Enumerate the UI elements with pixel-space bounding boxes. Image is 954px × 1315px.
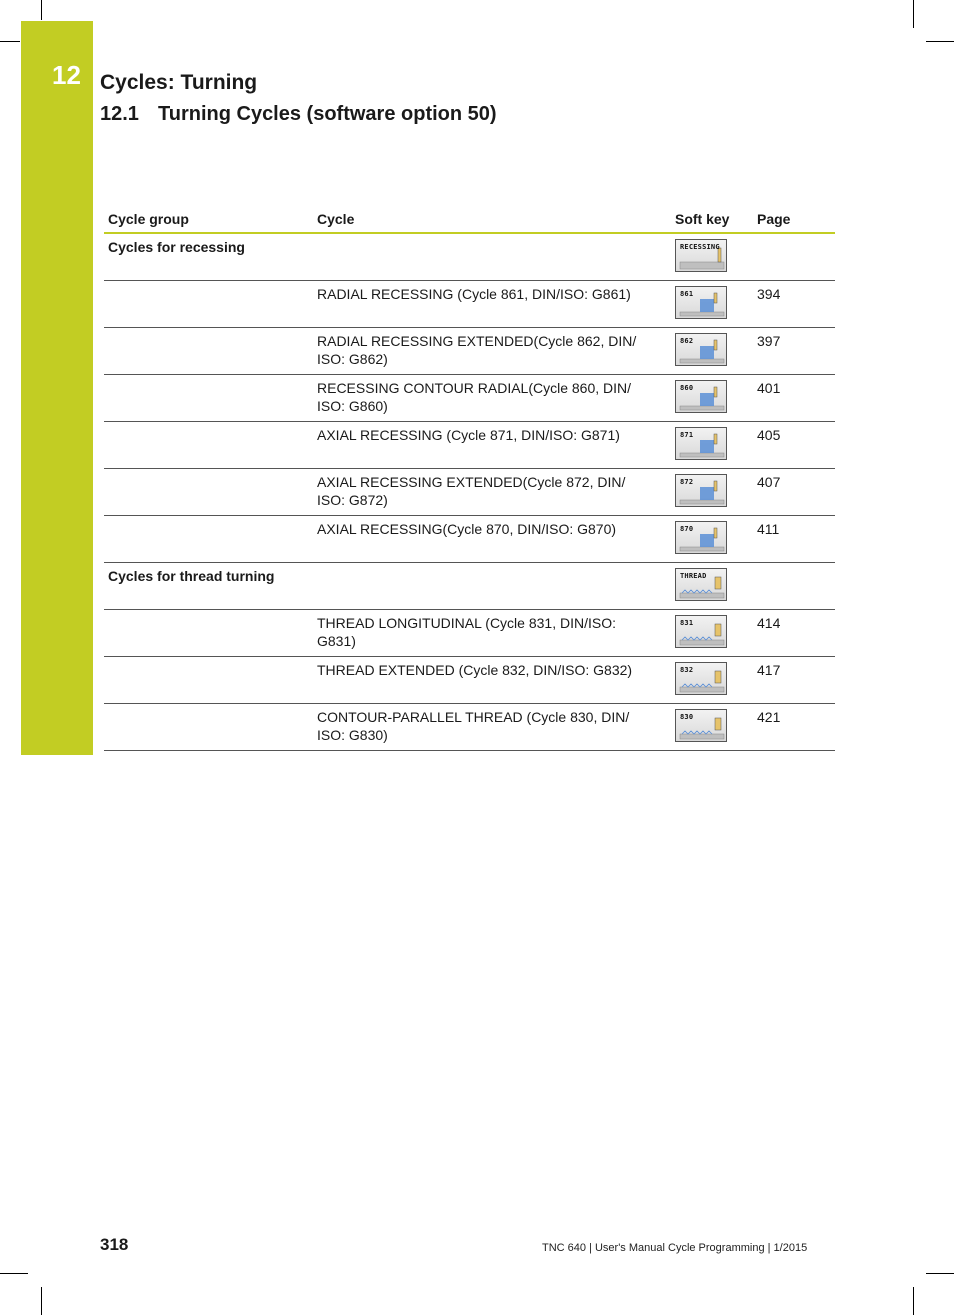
cycle-cell: AXIAL RECESSING EXTENDED(Cycle 872, DIN/ ISO: G872) (317, 474, 626, 508)
softkey-button[interactable] (675, 709, 727, 742)
softkey-button[interactable] (675, 427, 727, 460)
softkey-button[interactable] (675, 615, 727, 648)
table-row (104, 281, 835, 328)
softkey-label: 831 (680, 619, 694, 627)
softkey-label: 860 (680, 384, 694, 392)
table-header (104, 205, 835, 234)
page-cell: 394 (757, 286, 781, 302)
table-body (104, 234, 835, 751)
chapter-number: 12 (52, 60, 81, 90)
page-cell: 411 (757, 521, 780, 537)
crop-mark (926, 1273, 954, 1274)
crop-mark (913, 0, 914, 28)
page-number: 318 (100, 1235, 129, 1254)
crop-mark (41, 1287, 42, 1315)
chapter-sidebar (21, 21, 93, 755)
softkey-label: THREAD (680, 572, 707, 580)
page-cell: 405 (757, 427, 781, 443)
softkey-button[interactable] (675, 380, 727, 413)
softkey-label: 872 (680, 478, 694, 486)
table-row (104, 704, 835, 751)
softkey-button[interactable] (675, 333, 727, 366)
table-row (104, 328, 835, 375)
table-row (104, 516, 835, 563)
crop-mark (0, 1273, 28, 1274)
crop-mark (41, 0, 42, 20)
section-number: 12.1 (100, 103, 139, 125)
cycle-cell: RECESSING CONTOUR RADIAL(Cycle 860, DIN/ ISO: G860) (317, 380, 632, 414)
softkey-label: 871 (680, 431, 694, 439)
table-row (104, 422, 835, 469)
table-row (104, 563, 835, 610)
table-row (104, 610, 835, 657)
softkey-label: 832 (680, 666, 694, 674)
cycle-cell: AXIAL RECESSING(Cycle 870, DIN/ISO: G870) (317, 521, 617, 537)
cycle-cell: RADIAL RECESSING (Cycle 861, DIN/ISO: G861) (317, 286, 631, 302)
cycle-cell: RADIAL RECESSING EXTENDED(Cycle 862, DIN/ ISO: G862) (317, 333, 637, 367)
cycle-cell: AXIAL RECESSING (Cycle 871, DIN/ISO: G871) (317, 427, 620, 443)
cycle-group-cell: Cycles for thread turning (108, 568, 275, 584)
footer-text: TNC 640 | User's Manual Cycle Programming | 1/2015 (542, 1242, 808, 1254)
softkey-label: 862 (680, 337, 694, 345)
header-cycle-group: Cycle group (108, 211, 189, 227)
page-cell: 414 (757, 615, 781, 631)
table-row (104, 234, 835, 281)
section-title (100, 103, 497, 126)
cycle-cell: THREAD EXTENDED (Cycle 832, DIN/ISO: G832) (317, 662, 633, 678)
softkey-label: 861 (680, 290, 694, 298)
cycle-cell: THREAD LONGITUDINAL (Cycle 831, DIN/ISO: G831) (317, 615, 616, 649)
softkey-label: 870 (680, 525, 694, 533)
header-page: Page (757, 211, 791, 227)
softkey-button[interactable] (675, 474, 727, 507)
crop-mark (0, 41, 20, 42)
cycle-cell: CONTOUR-PARALLEL THREAD (Cycle 830, DIN/ ISO: G830) (317, 709, 630, 743)
chapter-title: Cycles: Turning (100, 71, 258, 94)
cycle-group-cell: Cycles for recessing (108, 239, 245, 255)
table-row (104, 469, 835, 516)
header-soft-key: Soft key (675, 211, 730, 227)
softkey-button[interactable] (675, 286, 727, 319)
table-row (104, 375, 835, 422)
softkey-button[interactable] (675, 239, 727, 272)
page-cell: 417 (757, 662, 781, 678)
crop-mark (913, 1287, 914, 1315)
header-cycle: Cycle (317, 211, 355, 227)
softkey-button[interactable] (675, 568, 727, 601)
crop-mark (926, 41, 954, 42)
softkey-button[interactable] (675, 521, 727, 554)
page-cell: 401 (757, 380, 781, 396)
page-cell: 397 (757, 333, 781, 349)
section-title-text: Turning Cycles (software option 50) (158, 103, 497, 125)
softkey-label: 830 (680, 713, 694, 721)
softkey-label: RECESSING (680, 243, 720, 251)
page-cell: 407 (757, 474, 781, 490)
softkey-button[interactable] (675, 662, 727, 695)
page-cell: 421 (757, 709, 781, 725)
cycle-table (104, 205, 835, 751)
table-row (104, 657, 835, 704)
